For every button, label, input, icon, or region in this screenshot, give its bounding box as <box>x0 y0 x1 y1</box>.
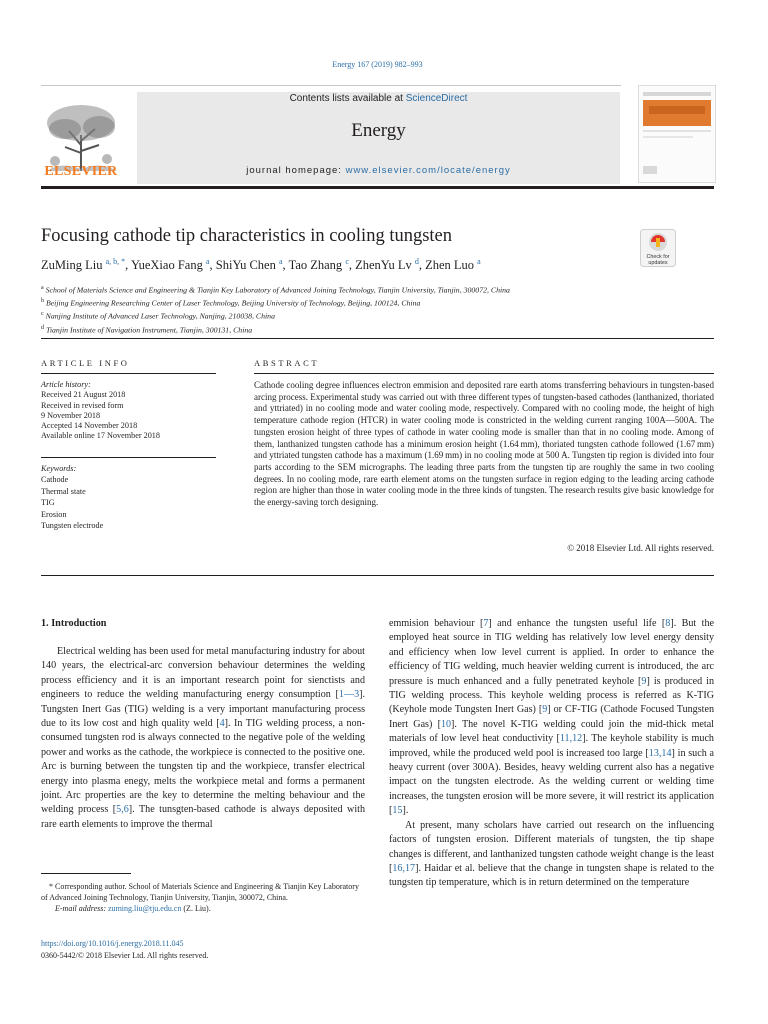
citation-link[interactable]: 15 <box>392 805 403 817</box>
author-sup[interactable]: d <box>414 257 419 266</box>
body-text: ]. In TIG welding process, a non-consumed tungsten rod is always connected to the negative pole of the welding power and works as the cathode, the workpiece is connected to the positive one. Arc is burning between the tungsten tip and the workpiece, transfer electrical energy into plasma enegy, melts the workpiece metal and forms a permanent joint. Arc properties are the key to determine the melting behaviour and the welding process [ <box>41 718 365 816</box>
affiliation-mark: d <box>41 324 44 331</box>
affiliation-list <box>41 283 661 336</box>
body-text: ] in such a heavy current (over 300A). Besides, heavy welding current also has a negative impact on the tungsten electrode. As the welding current or welding time increases, the tungsten erosion will be more severe, it will restrict its application [ <box>389 747 714 817</box>
author-name[interactable]: ZuMing Liu <box>41 258 103 273</box>
keywords-label: Keywords: <box>41 464 77 473</box>
body-text: ] or CF-TIG (Cathode Focused Tungsten Inert Gas) [ <box>389 704 714 730</box>
issn-copyright: 0360-5442/© 2018 Elsevier Ltd. All rights reserved. <box>41 950 209 960</box>
author-sup[interactable]: a <box>278 257 283 266</box>
author-sup[interactable]: a <box>205 257 210 266</box>
abstract-copyright: © 2018 Elsevier Ltd. All rights reserved. <box>567 543 714 553</box>
affiliation-text: Nanjing Institute of Advanced Laser Technology, Nanjing, 210038, China <box>45 311 275 321</box>
body-column-right <box>389 617 714 891</box>
author-name[interactable]: Tao Zhang <box>288 258 343 273</box>
author-list: ZuMing Liu $^{a, b, *}$, YueXiao Fang $^a$, ShiYu Chen $^a$, Tao Zhang $^c$, ZhenYu Lv $^d$, Zhen Luo $^a$ <box>41 257 481 273</box>
sciencedirect-link[interactable]: ScienceDirect <box>405 93 468 104</box>
article-info-rule <box>41 373 216 374</box>
citation-link[interactable]: 7 <box>483 618 489 629</box>
journal-cover-thumbnail <box>638 85 716 183</box>
footnote-rule <box>41 873 131 874</box>
keywords-rule <box>41 457 216 458</box>
front-matter-bottom-rule <box>41 575 714 576</box>
doi-block <box>41 938 208 961</box>
body-text: ]. The keyhole stability is much improved, while the produced weld pool is increased too large [ <box>389 733 714 759</box>
email-label: E-mail address: <box>55 904 109 914</box>
body-paragraph <box>41 645 365 832</box>
body-text: ]. Haidar et al. believe that the change in tungsten shape is related to the tungsten tip temperature, which is in return determined on the temperature <box>389 862 714 889</box>
article-title: Focusing cathode tip characteristics in cooling tungsten <box>41 226 453 246</box>
history-item: Available online 17 November 2018 <box>41 431 160 441</box>
body-text: ] and enhance the tungsten useful life [ <box>488 618 666 629</box>
body-paragraph <box>389 819 714 891</box>
body-text: ]. The tunsgten-based cathode is always deposited with rare earth elements to improve the thermal <box>41 804 365 830</box>
citation-link[interactable]: 13,14 <box>648 747 672 759</box>
citation-link[interactable]: 10 <box>440 718 452 730</box>
citation-link[interactable]: 4 <box>219 718 225 730</box>
author-email-link[interactable]: zuming.liu@tju.edu.cn <box>108 904 182 914</box>
header-top-rule <box>41 85 621 86</box>
body-text: ] is produced in TIG welding process. This keyhole welding process is referred as K-TIG (Keyhole mode Tungsten Inert Gas) [ <box>389 675 714 716</box>
abstract-heading: ABSTRACT <box>254 358 320 368</box>
history-item: Received in revised form <box>41 400 124 410</box>
body-text: emmision behaviour [ <box>389 618 484 629</box>
contents-prefix: Contents lists available at <box>289 93 406 104</box>
homepage-link[interactable]: www.elsevier.com/locate/energy <box>345 165 511 176</box>
citation-link[interactable]: 11,12 <box>559 733 583 745</box>
affiliation-text: School of Materials Science and Engineering & Tianjin Key Laboratory of Advanced Joining Technology, Tianjin University, Tianjin, 300072, China <box>45 285 510 295</box>
affiliation-item <box>41 309 661 322</box>
author-sup[interactable]: a <box>477 257 481 266</box>
section-heading-introduction: 1. Introduction <box>41 618 107 629</box>
body-column-left <box>41 645 365 832</box>
keywords <box>41 463 216 531</box>
badge-text-line2: updates <box>648 260 668 266</box>
keyword-item: TIG <box>41 498 55 508</box>
affiliation-item <box>41 296 661 309</box>
affiliation-text: Tianjin Institute of Navigation Instrument, Tianjin, 300131, China <box>45 325 253 335</box>
history-item: 9 November 2018 <box>41 410 101 420</box>
keyword-item: Cathode <box>41 475 69 485</box>
keyword-item: Erosion <box>41 509 67 519</box>
article-history <box>41 380 216 442</box>
affiliation-mark: b <box>41 298 44 305</box>
citation-link[interactable]: 5,6 <box>116 804 129 816</box>
history-item: Accepted 14 November 2018 <box>41 421 138 431</box>
body-text: ]. But the employed heat source in TIG welding has relatively low level energy density and efficiency when low level current is applied. In order to enhance the efficiency of TIG welding, much heavier welding current is introduced, the arc pressure is much enhanced and a fully penetrated keyhole [ <box>389 618 714 687</box>
citation-link[interactable]: 8 <box>665 618 671 629</box>
author-sup[interactable]: c <box>345 257 349 266</box>
affiliation-text: Beijing Engineering Researching Center of Laser Technology, Beijing University of Technology, Beijing, 100124, China <box>45 298 421 308</box>
journal-homepage <box>137 165 620 176</box>
citation-link[interactable]: 9 <box>641 675 647 687</box>
citation-link[interactable]: 9 <box>542 704 548 716</box>
keyword-item: Tungsten electrode <box>41 521 104 531</box>
affiliation-item <box>41 283 661 296</box>
badge-text-line1: Check for <box>646 254 670 260</box>
author-name[interactable]: ZhenYu Lv <box>355 258 412 273</box>
affiliation-item <box>41 323 661 336</box>
body-text: ]. Tungsten Inert Gas (TIG) welding is a very important manufacturing process due to its low cost and high quality weld [ <box>41 689 365 730</box>
history-item: Received 21 August 2018 <box>41 390 126 400</box>
body-text: ]. <box>402 805 409 817</box>
corresponding-author-footnote <box>41 881 365 915</box>
doi-link[interactable]: https://doi.org/10.1016/j.energy.2018.11.045 <box>41 939 184 948</box>
homepage-prefix: journal homepage: <box>246 165 346 176</box>
header-bottom-rule <box>41 186 714 189</box>
affiliation-mark: c <box>41 311 44 318</box>
author-sup[interactable]: a, b, * <box>105 257 126 266</box>
citation-link[interactable]: 1—3 <box>338 689 360 701</box>
corresponding-author-text: * Corresponding author. School of Materials Science and Engineering & Tianjin Key Laboratory of Advanced Joining Technology, Tianjin University, Tianjin, 300072, China. <box>41 882 359 903</box>
contents-line <box>137 93 620 104</box>
journal-name: Energy <box>351 120 406 141</box>
history-label: Article history: <box>41 380 91 389</box>
author-name[interactable]: ShiYu Chen <box>215 258 276 273</box>
body-text: Electrical welding has been used for metal manufacturing industry for about 140 years, the electrical-arc conversion behaviour determines the welding process efficiency and it is an important research point for sienctists and engineers to reduce the welding manufacturing energy consumption [ <box>41 646 365 701</box>
body-paragraph <box>389 617 714 819</box>
abstract-text: Cathode cooling degree influences electron emmision and deposited rare earth atoms transferring behaviours in tungsten-based arcing process. Experimental study was carried out with three different types of tungsten-based cathodes (lanthanized, thoriated and yttriated) in no cooling mode and water cooling mode, respectively. Compared with no cooling mode, the height of high temperature cathode region (HTCR) in water cooling mode is constricted in the welding current ranging 100A—500A. The tungsten erosion height of three types of cathode in water cooling mode is smaller than that in no cooling mode. Among of them, lanthanized tungsten cathode has a minimum erosion height (1.64 mm), thoriated tungsten cathode followed (1.67 mm) and yttriated tungsten cathode has a maximum (1.69 mm) in no cooling mode at 500 A. Tungsten tip region is divided into four parts according to the SEM micrographs. The leading three parts from the tungsten tip are roughly the same in two cooling degrees. In no cooling mode, rare earth element atoms on the tungsten surface in region edging to the leading arcing cathode region are higher than those in water cooling mode in the three kinds of tungsten. The research results give basic knowledge for the energy-saving torch designing. <box>254 380 714 508</box>
email-suffix: (Z. Liu). <box>181 904 211 914</box>
author-name[interactable]: YueXiao Fang <box>130 258 203 273</box>
abstract-rule <box>254 373 714 374</box>
affiliation-mark: a <box>41 285 44 291</box>
author-name[interactable]: Zhen Luo <box>425 258 475 273</box>
body-text: At present, many scholars have carried out research on the influencing factors of tungsten erosion. Different materials of tungsten, the tip shape changes is different, and lanthanized tungsten cathode weight change is the least [ <box>389 819 714 874</box>
keyword-item: Thermal state <box>41 486 86 496</box>
article-info-heading: ARTICLE INFO <box>41 358 130 368</box>
body-text: ]. The novel K-TIG welding could join the mid-thick metal materials of low level heat conductivity [ <box>389 718 714 745</box>
journal-citation[interactable]: Energy 167 (2019) 982–993 <box>332 60 423 69</box>
check-for-updates-icon[interactable] <box>640 229 676 267</box>
citation-link[interactable]: 16,17 <box>392 862 416 874</box>
publisher-wordmark: ELSEVIER <box>44 164 118 179</box>
title-bottom-rule <box>41 338 714 339</box>
